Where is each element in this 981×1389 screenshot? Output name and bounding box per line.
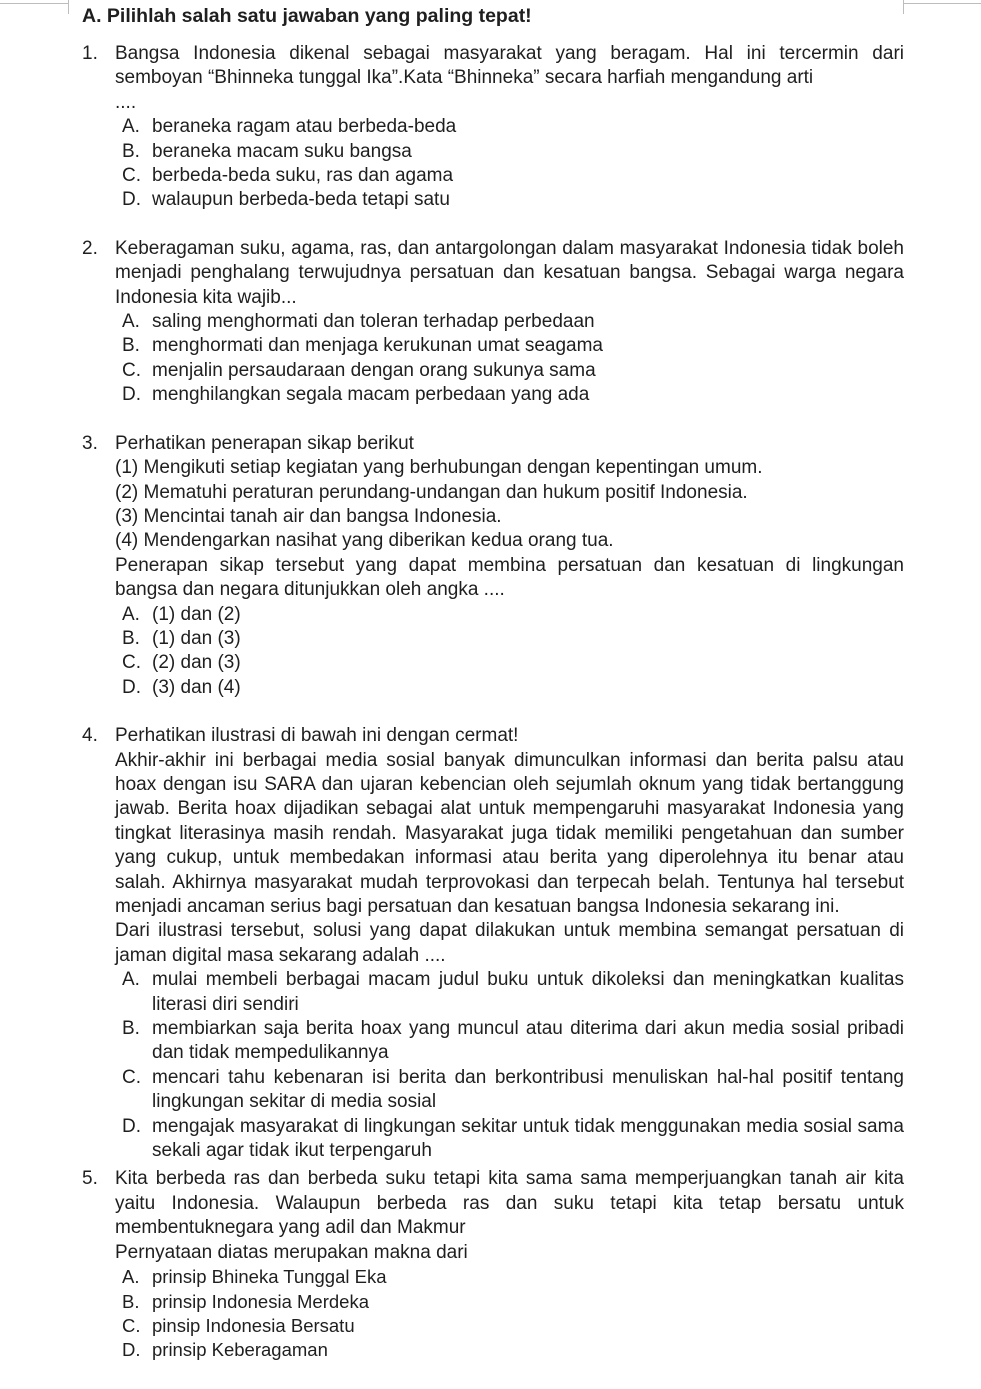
question-number: 5. <box>82 1168 98 1190</box>
option-list <box>115 968 904 1163</box>
option-text: beraneka ragam atau berbeda-beda <box>152 116 457 138</box>
question-prompt: Dari ilustrasi tersebut, solusi yang dapat dilakukan untuk membina semangat persatuan di jaman digital masa sekarang adalah .... <box>115 920 904 966</box>
statement-2: (2) Mematuhi peraturan perundang-undangan dan hukum positif Indonesia. <box>115 481 748 503</box>
corner-tick-left <box>68 0 69 14</box>
option-b[interactable] <box>122 140 904 164</box>
option-text: (1) dan (2) <box>152 603 241 625</box>
worksheet-page <box>82 4 904 1363</box>
option-letter: A. <box>122 116 140 138</box>
option-letter: A. <box>122 969 140 991</box>
option-letter: C. <box>122 1066 141 1088</box>
option-a[interactable] <box>122 603 904 627</box>
option-letter: B. <box>122 140 140 162</box>
option-b[interactable] <box>122 627 904 651</box>
option-text: prinsip Bhineka Tunggal Eka <box>152 1266 387 1288</box>
option-a[interactable] <box>122 968 904 1017</box>
corner-line-right <box>903 3 981 4</box>
statement-4: (4) Mendengarkan nasihat yang diberikan kedua orang tua. <box>115 530 614 552</box>
question-text: Perhatikan penerapan sikap berikut <box>115 432 414 454</box>
question-text: Kita berbeda ras dan berbeda suku tetapi kita sama sama memperjuangkan tanah air kita yaitu Indonesia. Walaupun berbeda ras dan suku tetapi kita tetap bersatu untuk membentuknegara yang adil dan Makmur <box>115 1168 904 1239</box>
question-number: 1. <box>82 43 98 64</box>
option-d[interactable] <box>122 1115 904 1164</box>
option-list <box>115 1265 904 1363</box>
option-letter: D. <box>122 1339 141 1361</box>
question-5 <box>82 1167 904 1362</box>
option-text: mulai membeli berbagai macam judul buku untuk dikoleksi dan meningkatkan kualitas literasi diri sendiri <box>152 969 904 1015</box>
option-b[interactable] <box>122 1290 904 1314</box>
option-letter: C. <box>122 359 141 381</box>
section-title: A. Pilihlah salah satu jawaban yang paling tepat! <box>82 5 532 27</box>
option-d[interactable] <box>122 1338 904 1362</box>
question-text: Keberagaman suku, agama, ras, dan antargolongan dalam masyarakat Indonesia tidak boleh menjadi penghalang terwujudnya persatuan dan kesatuan bangsa. Sebagai warga negara Indonesia kita wajib... <box>115 237 904 308</box>
question-3 <box>82 432 904 700</box>
option-c[interactable] <box>122 1066 904 1115</box>
option-c[interactable] <box>122 164 904 188</box>
option-letter: A. <box>122 311 140 333</box>
option-text: berbeda-beda suku, ras dan agama <box>152 165 454 187</box>
question-1 <box>82 42 904 213</box>
option-letter: C. <box>122 652 141 674</box>
option-text: walaupun berbeda-beda tetapi satu <box>152 189 450 211</box>
option-b[interactable] <box>122 1017 904 1066</box>
option-text: mencari tahu kebenaran isi berita dan berkontribusi menuliskan hal-hal positif tentang lingkungan sekitar di media sosial <box>152 1066 904 1113</box>
option-text: membiarkan saja berita hoax yang muncul atau diterima dari akun media sosial pribadi dan tidak mempedulikannya <box>152 1018 904 1064</box>
question-number: 4. <box>82 725 98 747</box>
question-number: 3. <box>82 432 98 454</box>
option-a[interactable] <box>122 310 904 334</box>
question-prompt: Penerapan sikap tersebut yang dapat membina persatuan dan kesatuan di lingkungan bangsa dan negara ditunjukkan oleh angka .... <box>115 554 904 601</box>
option-text: (2) dan (3) <box>152 652 241 674</box>
option-letter: D. <box>122 1115 141 1137</box>
question-number: 2. <box>82 237 98 259</box>
option-c[interactable] <box>122 1314 904 1338</box>
option-text: (1) dan (3) <box>152 627 241 649</box>
option-text: menghilangkan segala macam perbedaan yang ada <box>152 384 590 406</box>
corner-line-left <box>0 3 68 4</box>
option-letter: D. <box>122 676 141 698</box>
option-letter: A. <box>122 1266 140 1288</box>
option-c[interactable] <box>122 359 904 383</box>
option-text: menghormati dan menjaga kerukunan umat seagama <box>152 335 603 357</box>
option-text: (3) dan (4) <box>152 676 241 698</box>
question-prompt: Pernyataan diatas merupakan makna dari <box>115 1241 468 1263</box>
option-letter: B. <box>122 1290 140 1312</box>
option-d[interactable] <box>122 383 904 407</box>
question-ellipsis: .... <box>115 91 137 113</box>
option-text: saling menghormati dan toleran terhadap perbedaan <box>152 311 595 333</box>
option-d[interactable] <box>122 676 904 700</box>
option-letter: B. <box>122 335 140 357</box>
statement-3: (3) Mencintai tanah air dan bangsa Indonesia. <box>115 505 502 527</box>
option-letter: D. <box>122 384 141 406</box>
option-letter: D. <box>122 189 141 211</box>
question-2 <box>82 237 904 408</box>
option-c[interactable] <box>122 651 904 675</box>
option-d[interactable] <box>122 188 904 212</box>
option-text: mengajak masyarakat di lingkungan sekitar untuk tidak menggunakan media sosial sama sekali agar tidak ikut terpengaruh <box>152 1115 904 1162</box>
option-list <box>115 603 904 701</box>
statement-1: (1) Mengikuti setiap kegiatan yang berhubungan dengan kepentingan umum. <box>115 457 763 479</box>
option-a[interactable] <box>122 1265 904 1289</box>
option-list <box>115 310 904 408</box>
option-b[interactable] <box>122 334 904 358</box>
option-letter: B. <box>122 627 140 649</box>
option-letter: C. <box>122 1314 141 1336</box>
question-text: Perhatikan ilustrasi di bawah ini dengan cermat! <box>115 725 519 747</box>
option-text: menjalin persaudaraan dengan orang sukunya sama <box>152 359 596 381</box>
question-text: Bangsa Indonesia dikenal sebagai masyarakat yang beragam. Hal ini tercermin dari semboyan “Bhinneka tunggal Ika”.Kata “Bhinneka” secara harfiah mengandung arti <box>115 43 904 89</box>
option-letter: A. <box>122 603 140 625</box>
option-a[interactable] <box>122 115 904 139</box>
option-text: beraneka macam suku bangsa <box>152 140 412 162</box>
option-list <box>115 115 904 213</box>
illustration-passage: Akhir-akhir ini berbagai media sosial banyak dimunculkan informasi dan berita palsu atau hoax dengan isu SARA dan ujaran kebencian oleh sejumlah oknum yang tidak bertanggung jawab. Berita hoax dijadikan sebagai alat untuk mempengaruhi masyarakat Indonesia yang tingkat literasinya masih rendah. Masyarakat juga tidak memiliki pengetahuan dan sumber yang cukup, untuk membedakan informasi atau berita yang diperolehnya itu benar atau salah. Akhirnya masyarakat mudah terprovokasi dan terpecah belah. Tentunya hal tersebut menjadi ancaman serius bagi persatuan dan kesatuan bangsa Indonesia sekarang ini. <box>115 749 904 917</box>
option-letter: B. <box>122 1018 140 1040</box>
option-text: prinsip Indonesia Merdeka <box>152 1290 369 1312</box>
option-text: prinsip Keberagaman <box>152 1339 328 1361</box>
option-text: pinsip Indonesia Bersatu <box>152 1314 355 1336</box>
option-letter: C. <box>122 165 141 187</box>
question-4 <box>82 724 904 1163</box>
